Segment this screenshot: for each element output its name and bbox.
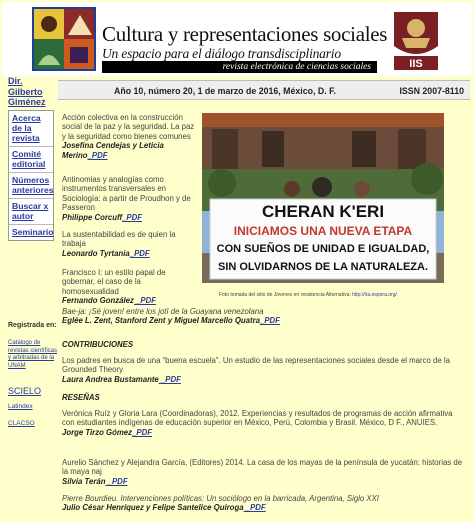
pdf-link[interactable]: _PDF <box>158 374 181 384</box>
latindex-link[interactable]: Latindex <box>8 403 33 410</box>
sidebar-nav <box>8 110 54 241</box>
issn-info: ISSN 2007-8110 <box>399 86 464 96</box>
sidebar-item-seminar[interactable]: Seminario <box>9 225 53 240</box>
registered-label: Registrada en: <box>8 322 57 329</box>
journal-logo[interactable] <box>32 7 96 71</box>
section-heading-reviews: RESEÑAS <box>62 393 100 402</box>
journal-tagline: revista electrónica de ciencias sociales <box>102 61 377 73</box>
scielo-link[interactable]: SCIELO <box>8 386 42 396</box>
review-item <box>62 409 466 437</box>
pdf-link[interactable]: _PDF <box>132 427 152 437</box>
main-content <box>58 102 470 522</box>
sidebar-item-back-issues[interactable]: Números anteriores <box>9 173 53 199</box>
review-title: Pierre Bourdieu. Intervenciones políticas: Un sociólogo en la barricada, Argentina, Siglo XXI <box>62 494 379 503</box>
article-authors: Fernando González _PDF <box>62 296 157 306</box>
article-authors: Eglée L. Zent, Stanford Zent y Miguel Marcello Quatra_PDF <box>62 316 280 326</box>
unam-iis-logo[interactable] <box>388 6 444 72</box>
pdf-link[interactable]: _PDF <box>259 316 280 326</box>
banner-line-1: CHERAN K'ERI <box>261 202 385 221</box>
article-title: Acción colectiva en la construcción social de la paz y la seguridad. La paz y la seguridad como bienes comunes <box>62 113 195 141</box>
photo-caption-link[interactable]: http://ira.espora.org/ <box>352 292 397 298</box>
review-title: Aurelio Sánchez y Alejandra García, (Editores) 2014. La casa de los mayas de la península de yucatán: historias de la maya naj <box>62 458 463 477</box>
article-item <box>62 307 466 326</box>
page <box>2 2 472 522</box>
protest-photo <box>202 113 444 283</box>
review-authors: Julio César Henríquez y Felipe Santelice Quiroga _PDF <box>62 503 266 513</box>
clacso-link[interactable]: CLACSO <box>8 420 35 427</box>
director-link[interactable]: Dir. Gilberto Giménez <box>8 76 46 107</box>
header <box>2 2 472 76</box>
article-title: La sustentabilidad es de quien la trabaja <box>62 230 176 249</box>
sidebar-item-search-author[interactable]: Buscar x autor <box>9 199 53 225</box>
section-heading-contributions: CONTRIBUCIONES <box>62 340 134 349</box>
pdf-link[interactable]: _PDF <box>129 248 150 258</box>
review-authors: Silvia Terán _PDF <box>62 476 128 486</box>
pdf-link[interactable]: _PDF <box>87 150 108 160</box>
article-authors: Laura Andrea Bustamante _PDF <box>62 374 181 384</box>
banner-line-3: CON SUEÑOS DE UNIDAD E IGUALDAD, <box>216 243 430 255</box>
review-title: Verónica Ruíz y Gloria Lara (Coordinadoras), 2012. Experiencias y resultados de programas de acción afirmativa con estudiantes indígenas de educación superior en México, Perú, Colombia y Brasil. México, D F., ANUIES. <box>62 409 453 428</box>
pdf-link[interactable]: _PDF <box>133 296 157 306</box>
review-item <box>62 494 466 513</box>
pdf-link[interactable]: _PDF <box>122 212 143 222</box>
journal-subtitle: Un espacio para el diálogo transdisciplinario <box>102 46 341 61</box>
article-title: Bae-ja: ¡Sé joven! entre los jotï de la Guayana venezolana <box>62 307 264 316</box>
pdf-link[interactable]: _PDF <box>105 476 128 486</box>
unam-iis-label: IIS <box>409 58 423 70</box>
article-item <box>62 113 198 160</box>
catalog-link[interactable]: Catálogo de revistas científicas y arbitradas de la UNAM <box>8 340 58 369</box>
article-item <box>62 268 198 306</box>
contribution-item <box>62 356 466 384</box>
article-title: Francisco I: un estilo papal de gobernar, el caso de la homosexualidad <box>62 268 166 296</box>
article-item <box>62 230 198 258</box>
article-authors: Leonardo Tyrtania_PDF <box>62 248 150 258</box>
banner-line-2: INICIAMOS UNA NUEVA ETAPA <box>233 224 413 238</box>
issue-info: Año 10, número 20, 1 de marzo de 2016, México, D. F. <box>114 86 336 96</box>
article-item <box>62 175 198 222</box>
journal-title: Cultura y representaciones sociales <box>102 22 388 46</box>
article-authors: Philippe Corcuff_PDF <box>62 212 143 222</box>
article-title: Los padres en busca de una “buena escuela”. Un estudio de las representaciones sociales desde el marco de la Grounded Theory <box>62 356 450 375</box>
article-authors: Josefina Cendejas y Leticia Merino_PDF <box>62 141 164 160</box>
review-authors: Jorge Tirzo Gómez_PDF <box>62 427 152 437</box>
banner-line-4: SIN OLVIDARNOS DE LA NATURALEZA. <box>217 261 429 273</box>
article-title: Antinomias y analogías como instrumentos transversales en Sociología: a partir de Proudhon y de Passeron <box>62 175 191 213</box>
issue-bar <box>58 80 470 100</box>
sidebar-item-committee[interactable]: Comité editorial <box>9 147 53 173</box>
left-sidebar <box>2 76 58 522</box>
review-item <box>62 458 466 486</box>
pdf-link[interactable]: _PDF <box>243 503 266 513</box>
sidebar-item-about[interactable]: Acerca de la revista <box>9 111 53 147</box>
photo-caption: Foto tomada del sitio de Jóvenes en resistencia Alternativa: http://ira.espora.org/ <box>219 292 397 298</box>
